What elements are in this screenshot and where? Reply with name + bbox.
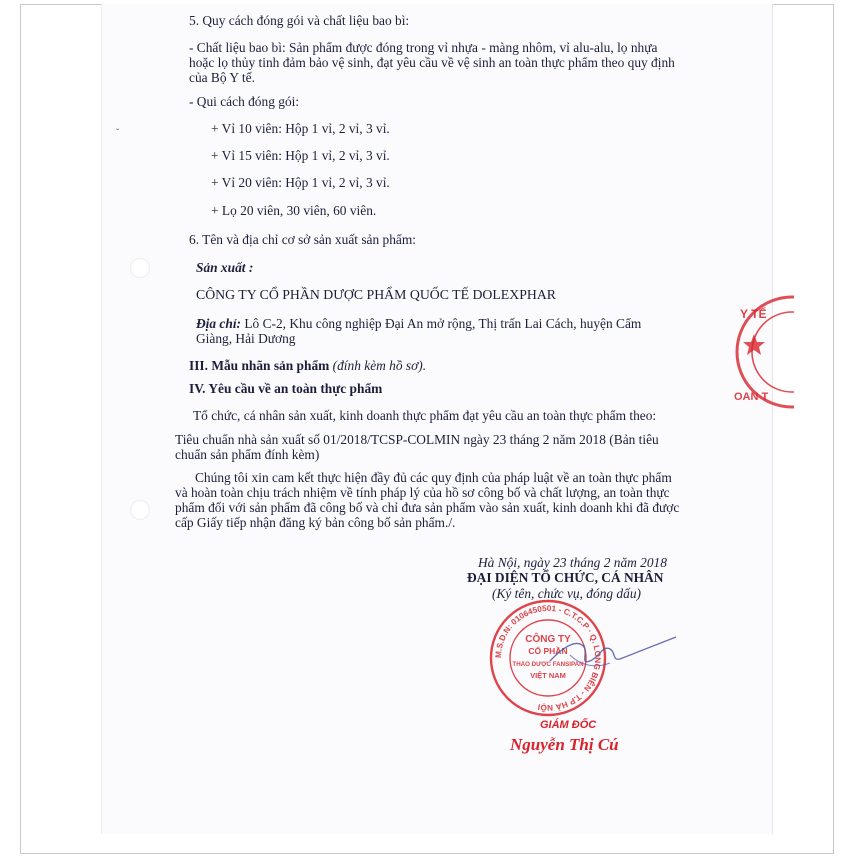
section-6-heading: 6. Tên và địa chỉ cơ sở sản xuất sản phẩm: [189, 232, 416, 247]
material-line-3: của Bộ Y tế. [189, 70, 255, 85]
scan-speck: ˇ [116, 128, 120, 139]
date-line: Hà Nội, ngày 23 tháng 2 năm 2018 [478, 555, 667, 570]
punch-hole-bottom [130, 500, 150, 520]
pack-heading: - Qui cách đóng gói: [189, 94, 300, 109]
section-3-note: (đính kèm hồ sơ). [329, 358, 427, 373]
section-4-line-1: Tổ chức, cá nhân sản xuất, kinh doanh thực phẩm đạt yêu cầu an toàn thực phẩm theo: [193, 408, 657, 423]
representative-note: (Ký tên, chức vụ, đóng dấu) [492, 586, 641, 601]
representative-title: ĐẠI DIỆN TỔ CHỨC, CÁ NHÂN [467, 570, 664, 585]
producer-name: CÔNG TY CỔ PHẦN DƯỢC PHẨM QUỐC TẾ DOLEXPHAR [196, 287, 556, 302]
punch-hole-top [130, 258, 150, 278]
section-4-line-3: chuẩn sản phẩm đính kèm) [175, 447, 320, 462]
edge-stamp-graphic [734, 292, 794, 412]
pack-item: + Lọ 20 viên, 30 viên, 60 viên. [211, 203, 377, 218]
address-label: Địa chỉ: [196, 316, 242, 331]
commitment-line-4: cấp Giấy tiếp nhận đăng ký bản công bố sản phẩm./. [175, 515, 456, 530]
commitment-line-3: phẩm đối với sản phẩm đã công bố và chỉ đưa sản phẩm vào sản xuất, kinh doanh khi đã được [175, 500, 680, 515]
edge-stamp-top-text: Y TẾ [740, 307, 767, 321]
address-line-1 [196, 316, 641, 331]
address-line-2: Giàng, Hải Dương [196, 331, 296, 346]
material-line-2: hoặc lọ thủy tinh đảm bảo vệ sinh, đạt yêu cầu về vệ sinh an toàn thực phẩm theo quy định [189, 55, 675, 70]
pack-item: + Vỉ 10 viên: Hộp 1 vỉ, 2 vỉ, 3 vỉ. [211, 121, 390, 136]
stamp-line-3: THẢO DƯỢC FANSIPAN [512, 661, 584, 668]
stamp-line-4: VIỆT NAM [530, 671, 566, 680]
commitment-line-2: và hoàn toàn chịu trách nhiệm về tính pháp lý của hồ sơ công bố và chất lượng, an toàn thực [175, 485, 670, 500]
edge-stamp-bottom-text: OAN T [734, 391, 769, 403]
stamp-line-1: CÔNG TY [525, 634, 571, 645]
edge-stamp [734, 292, 794, 412]
stamp-line-2: CỔ PHẦN [528, 646, 568, 656]
star-icon [743, 334, 765, 355]
section-3-heading: III. Mẫu nhãn sản phẩm [189, 358, 330, 373]
signer-name: Nguyễn Thị Cú [510, 735, 619, 754]
section-3-line [189, 358, 426, 373]
commitment-line-1: Chúng tôi xin cam kết thực hiện đầy đủ các quy định của pháp luật về an toàn thực phẩm [195, 470, 672, 485]
pack-item: + Vỉ 20 viên: Hộp 1 vỉ, 2 vỉ, 3 vỉ. [211, 175, 390, 190]
pack-item: + Vỉ 15 viên: Hộp 1 vỉ, 2 vỉ, 3 vỉ. [211, 148, 390, 163]
section-4-line-2: Tiêu chuẩn nhà sản xuất số 01/2018/TCSP-COLMIN ngày 23 tháng 2 năm 2018 (Bản tiêu [175, 432, 659, 447]
section-4-heading: IV. Yêu cầu về an toàn thực phẩm [189, 381, 383, 396]
producer-label: Sản xuất : [196, 260, 254, 275]
signature-scribble [540, 625, 680, 685]
section-5-heading: 5. Quy cách đóng gói và chất liệu bao bì: [189, 13, 410, 28]
stamp-ring-text: M.S.D.N: 0106450501 - C.T.C.P · Q. LONG BIÊN - T.P HÀ NỘI [493, 603, 603, 713]
address-text: Lô C-2, Khu công nghiệp Đại An mở rộng, Thị trấn Lai Cách, huyện Cẩm [241, 316, 642, 331]
material-line-1: - Chất liệu bao bì: Sản phẩm được đóng trong vỉ nhựa - màng nhôm, vỉ alu-alu, lọ nhựa [189, 40, 658, 55]
signer-title: GIÁM ĐỐC [540, 719, 597, 731]
